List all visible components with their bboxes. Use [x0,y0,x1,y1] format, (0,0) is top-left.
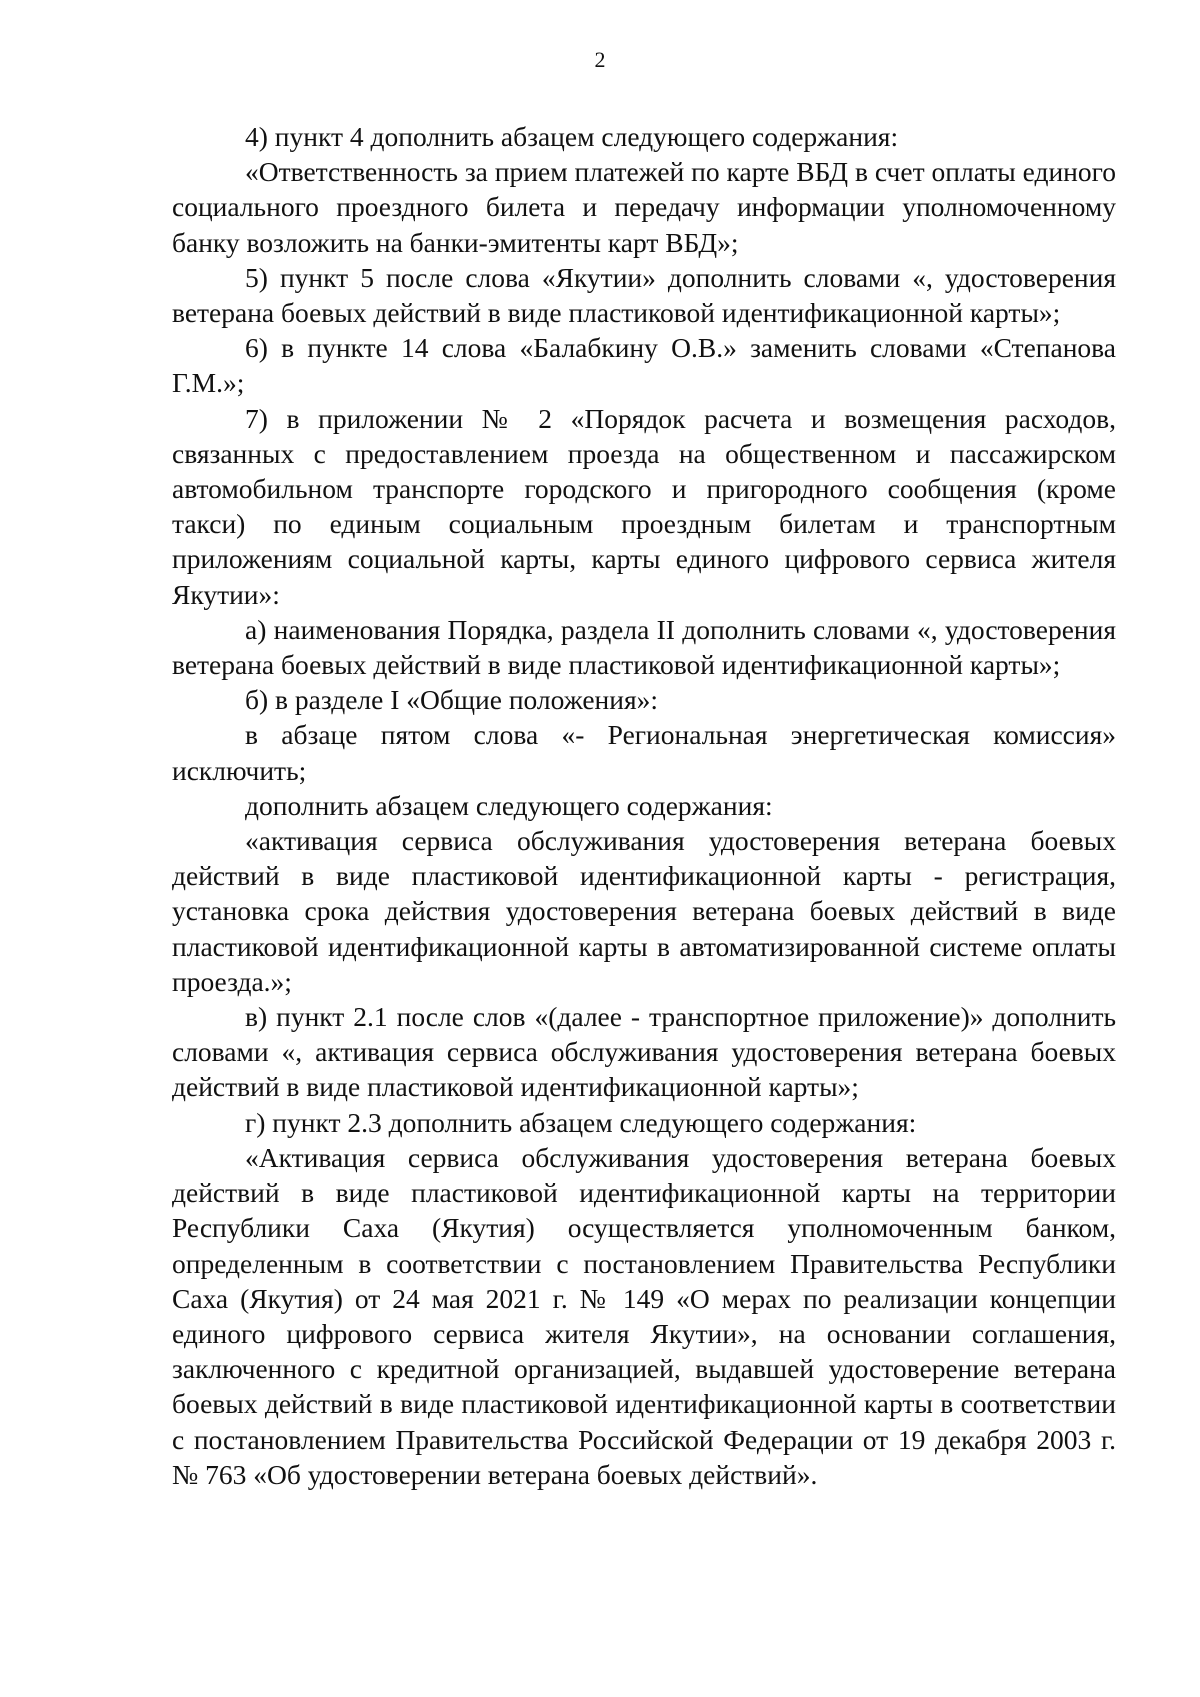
paragraph-quote-activation-territory: «Активация сервиса обслуживания удостоверения ветерана боевых действий в виде пластиковой идентификационной карты на территории Республики Саха (Якутия) осуществляется уполномоченным банком, определенным в соответствии с постановлением Правительства Республики Саха (Якутия) от 24 мая 2021 г. № 149 «О мерах по реализации концепции единого цифрового сервиса жителя Якутии», на основании соглашения, заключенного с кредитной организацией, выдавшей удостоверение ветерана боевых действий в виде пластиковой идентификационной карты в соответствии с постановлением Правительства Российской Федерации от 19 декабря 2003 г. № 763 «Об удостоверении ветерана боевых действий». [172,1141,1116,1490]
paragraph-subitem-v: в) пункт 2.1 после слов «(далее - транспортное приложение)» дополнить словами «, активация сервиса обслуживания удостоверения ветерана боевых действий в виде пластиковой идентификационной карты»; [172,1001,1116,1103]
paragraph-quote-activation: «активация сервиса обслуживания удостоверения ветерана боевых действий в виде пластиковой идентификационной карты - регистрация, установка срока действия удостоверения ветерана боевых действий в виде пластиковой идентификационной карты в автоматизированной системе оплаты проезда.»; [172,825,1116,997]
paragraph-quote-responsibility: «Ответственность за прием платежей по карте ВБД в счет оплаты единого социального проездного билета и передачу информации уполномоченному банку возложить на банки-эмитенты карт ВБД»; [172,156,1116,258]
paragraph-add-abzac: дополнить абзацем следующего содержания: [245,789,773,821]
page-number: 2 [594,47,606,72]
paragraph-subitem-g: г) пункт 2.3 дополнить абзацем следующего содержания: [245,1106,917,1138]
paragraph-item-6: 6) в пункте 14 слова «Балабкину О.В.» заменить словами «Степанова Г.М.»; [172,332,1116,399]
paragraph-item-7: 7) в приложении № 2 «Порядок расчета и возмещения расходов, связанных с предоставлением проезда на общественном и пассажирском автомобильном транспорте городского и пригородного сообщения (кроме такси) по единым социальным проездным билетам и транспортным приложениям социальной карты, карты единого цифрового сервиса жителя Якутии»: [172,402,1116,610]
paragraph-subitem-a: а) наименования Порядка, раздела II дополнить словами «, удостоверения ветерана боевых действий в виде пластиковой идентификационной карты»; [172,613,1116,681]
paragraph-subitem-b: б) в разделе I «Общие положения»: [245,684,659,716]
paragraph-item-5: 5) пункт 5 после слова «Якутии» дополнить словами «, удостоверения ветерана боевых действий в виде пластиковой идентификационной карты»; [172,261,1116,329]
paragraph-abzac-5: в абзаце пятом слова «- Региональная энергетическая комиссия» исключить; [172,719,1116,786]
paragraph-item-4: 4) пункт 4 дополнить абзацем следующего содержания: [245,121,899,152]
document-body [172,119,1116,1492]
